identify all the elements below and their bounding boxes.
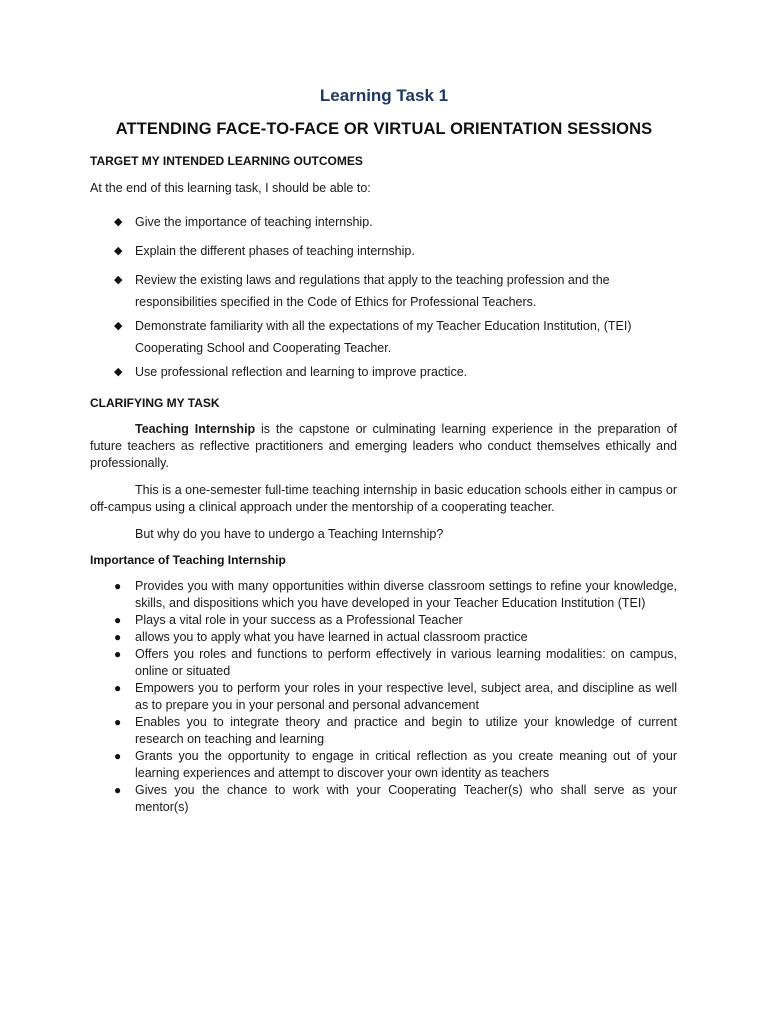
list-item-text: Provides you with many opportunities within diverse classroom settings to refine your knowledge, skills, and dispositions which you have developed in your Teacher Education Institution (TEI)	[135, 579, 677, 610]
round-bullet-icon: ●	[114, 715, 122, 729]
main-title: ATTENDING FACE-TO-FACE OR VIRTUAL ORIENTATION SESSIONS	[115, 120, 653, 138]
list-item	[90, 748, 677, 782]
clarifying-heading: CLARIFYING MY TASK	[90, 396, 220, 410]
list-item	[90, 211, 680, 233]
round-bullet-icon: ●	[114, 681, 122, 695]
list-item-text: Plays a vital role in your success as a Professional Teacher	[135, 613, 463, 627]
list-item	[90, 269, 680, 313]
clarifying-paragraph-1-text: is the capstone or culminating learning experience in the preparation of future teachers as reflective practitioners and emerging leaders who conduct themselves ethically and professionally.	[90, 422, 678, 470]
list-item-text: Gives you the chance to work with your Cooperating Teacher(s) who shall serve as your mentor(s)	[135, 783, 677, 814]
round-bullet-icon: ●	[114, 647, 122, 661]
list-item	[90, 646, 677, 680]
list-item-text: Use professional reflection and learning to improve practice.	[135, 365, 468, 379]
clarifying-paragraph-1	[90, 421, 677, 472]
round-bullet-icon: ●	[114, 613, 122, 627]
list-item-text: Demonstrate familiarity with all the expectations of my Teacher Education Institution, (TEI) Cooperating School and Cooperating Teacher.	[135, 319, 632, 355]
list-item-text: Empowers you to perform your roles in your respective level, subject area, and discipline as well as to prepare you in your personal and personal advancement	[135, 681, 677, 712]
outcomes-intro: At the end of this learning task, I should be able to:	[90, 181, 371, 195]
clarifying-paragraph-2: This is a one-semester full-time teaching internship in basic education schools either in campus or off-campus using a clinical approach under the mentorship of a cooperating teacher.	[90, 483, 677, 514]
round-bullet-icon: ●	[114, 749, 122, 763]
outcomes-list	[90, 211, 680, 383]
list-item	[90, 315, 680, 359]
list-item-text: Enables you to integrate theory and practice and begin to utilize your knowledge of current research on teaching and learning	[135, 715, 677, 746]
importance-list	[90, 578, 677, 816]
list-item	[90, 680, 677, 714]
list-item	[90, 240, 680, 262]
diamond-bullet-icon: ◆	[114, 274, 123, 286]
list-item-text: Give the importance of teaching internship.	[135, 215, 373, 229]
importance-heading: Importance of Teaching Internship	[90, 553, 286, 567]
diamond-bullet-icon: ◆	[114, 366, 123, 378]
round-bullet-icon: ●	[114, 783, 122, 797]
diamond-bullet-icon: ◆	[114, 216, 123, 228]
round-bullet-icon: ●	[114, 630, 122, 644]
list-item	[90, 629, 677, 646]
list-item	[90, 714, 677, 748]
list-item	[90, 578, 677, 612]
list-item-text: Review the existing laws and regulations that apply to the teaching profession and the responsibilities specified in the Code of Ethics for Professional Teachers.	[135, 273, 610, 309]
round-bullet-icon: ●	[114, 579, 122, 593]
outcomes-heading: TARGET MY INTENDED LEARNING OUTCOMES	[90, 154, 363, 168]
list-item	[90, 782, 677, 816]
diamond-bullet-icon: ◆	[114, 320, 123, 332]
term-teaching-internship: Teaching Internship	[135, 422, 256, 436]
list-item	[90, 612, 677, 629]
list-item-text: allows you to apply what you have learned in actual classroom practice	[135, 630, 528, 644]
task-title: Learning Task 1	[319, 86, 449, 105]
list-item-text: Grants you the opportunity to engage in critical reflection as you create meaning out of your learning experiences and attempt to discover your own identity as teachers	[135, 749, 677, 780]
list-item-text: Explain the different phases of teaching internship.	[135, 244, 415, 258]
diamond-bullet-icon: ◆	[114, 245, 123, 257]
list-item-text: Offers you roles and functions to perform effectively in various learning modalities: on campus, online or situated	[135, 647, 677, 678]
clarifying-paragraph-3: But why do you have to undergo a Teaching Internship?	[135, 527, 444, 541]
list-item	[90, 361, 680, 383]
